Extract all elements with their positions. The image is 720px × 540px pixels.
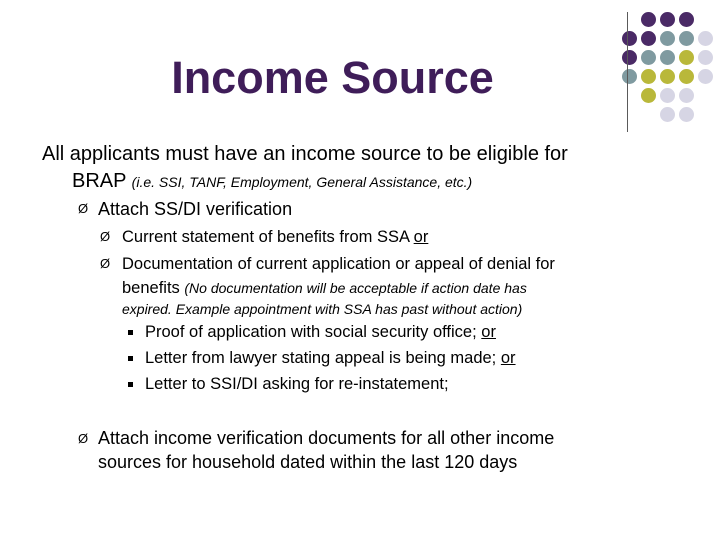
sub-bullet-documentation: Documentation of current application or appeal of denial for — [122, 255, 555, 273]
dot — [641, 12, 656, 27]
intro-continuation: BRAP (i.e. SSI, TANF, Employment, General Assistance, etc.) — [72, 170, 473, 192]
dot — [679, 69, 694, 84]
arrow-bullet-icon: Ø — [78, 431, 89, 446]
square-bullet-icon — [128, 356, 133, 361]
dot — [660, 107, 675, 122]
bullet-attach-income-line2: sources for household dated within the last 120 days — [98, 452, 518, 472]
dot — [660, 12, 675, 27]
dot — [698, 69, 713, 84]
dot — [698, 31, 713, 46]
bullet-attach-ssdi: Attach SS/DI verification — [98, 199, 293, 219]
square-item-reinstatement: Letter to SSI/DI asking for re-instatement; — [145, 375, 449, 393]
dot — [679, 107, 694, 122]
slide-title: Income Source — [171, 52, 494, 103]
arrow-bullet-icon: Ø — [100, 229, 111, 244]
dot — [679, 12, 694, 27]
intro-text: All applicants must have an income source to be eligible for — [42, 143, 568, 165]
sub-bullet-documentation-note: expired. Example appointment with SSA has past without action) — [122, 301, 523, 317]
intro-note: (i.e. SSI, TANF, Employment, General Assistance, etc.) — [131, 174, 473, 190]
dot — [660, 31, 675, 46]
arrow-bullet-icon: Ø — [100, 256, 111, 271]
square-bullet-icon — [128, 330, 133, 335]
sub-bullet-current-statement: Current statement of benefits from SSA or — [122, 228, 429, 246]
bullet-attach-income-line1: Attach income verification documents for all other income — [98, 428, 555, 448]
intro-paragraph — [42, 141, 682, 196]
dot — [679, 31, 694, 46]
arrow-bullet-icon: Ø — [78, 201, 89, 216]
dot — [698, 50, 713, 65]
dot — [641, 31, 656, 46]
dot — [679, 88, 694, 103]
square-bullet-icon — [128, 382, 133, 387]
sub-bullet-documentation-cont: benefits (No documentation will be acceptable if action date has — [122, 279, 527, 297]
dot — [679, 50, 694, 65]
square-item-proof: Proof of application with social security office; or — [145, 323, 496, 341]
square-item-lawyer: Letter from lawyer stating appeal is being made; or — [145, 349, 516, 367]
dot — [622, 31, 637, 46]
